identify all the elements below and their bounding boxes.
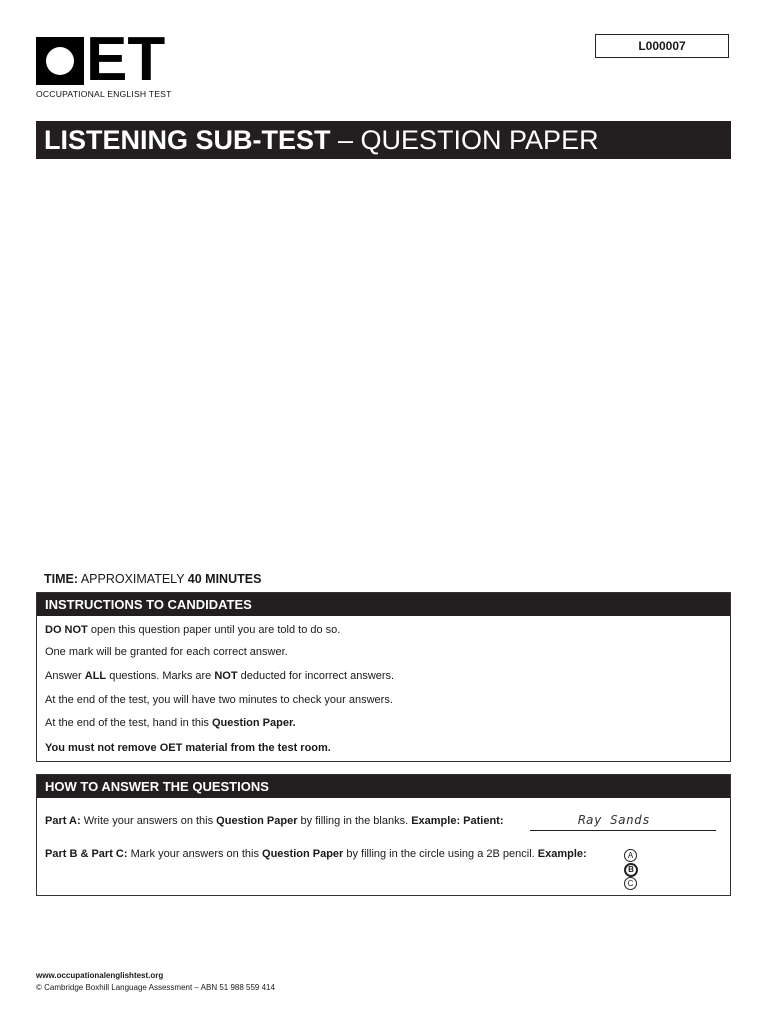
part-a-text: by filling in the blanks. bbox=[297, 815, 412, 827]
part-a-example-label: Example: Patient: bbox=[411, 815, 504, 827]
logo-o-icon bbox=[36, 37, 84, 85]
time-duration: 40 MINUTES bbox=[187, 572, 262, 586]
part-a-instruction bbox=[45, 815, 504, 827]
part-bc-example-label: Example: bbox=[537, 848, 587, 860]
instruction-bold: You must not remove OET material from the test room. bbox=[45, 742, 331, 754]
example-answer-blank bbox=[530, 812, 716, 831]
logo-letter-t: T bbox=[127, 25, 164, 94]
instruction-text: At the end of the test, you will have two minutes to check your answers. bbox=[45, 694, 393, 706]
instruction-bold: NOT bbox=[214, 670, 238, 682]
time-allowed bbox=[44, 572, 261, 586]
footer-copyright: © Cambridge Boxhill Language Assessment – ABN 51 988 559 414 bbox=[36, 983, 275, 992]
example-bubble-b-filled: B bbox=[624, 863, 638, 877]
instruction-text: At the end of the test, hand in this bbox=[45, 717, 212, 729]
instruction-item bbox=[45, 742, 331, 754]
logo-letter-e: E bbox=[86, 25, 126, 94]
instruction-text: deducted for incorrect answers. bbox=[237, 670, 395, 682]
part-a-bold: Question Paper bbox=[216, 815, 298, 827]
example-bubble-c: C bbox=[624, 877, 637, 890]
part-bc-bold: Question Paper bbox=[262, 848, 344, 860]
paper-code: L000007 bbox=[595, 34, 729, 58]
logo-tagline: OCCUPATIONAL ENGLISH TEST bbox=[36, 89, 172, 99]
instruction-item bbox=[45, 694, 393, 706]
how-to-answer-panel bbox=[36, 774, 731, 896]
instruction-item bbox=[45, 624, 340, 636]
part-bc-instruction bbox=[45, 848, 587, 860]
example-bubble-a: A bbox=[624, 849, 637, 862]
instruction-bold: Question Paper. bbox=[211, 717, 296, 729]
instruction-bold: DO NOT bbox=[45, 624, 88, 636]
title-bold: LISTENING SUB-TEST bbox=[44, 125, 331, 155]
time-approx: APPROXIMATELY bbox=[78, 572, 188, 586]
part-bc-text: by filling in the circle using a 2B pencil. bbox=[343, 848, 538, 860]
instruction-text: open this question paper until you are told to do so. bbox=[87, 624, 341, 636]
footer-url: www.occupationalenglishtest.org bbox=[36, 971, 164, 980]
instruction-bold: ALL bbox=[84, 670, 107, 682]
oet-logo bbox=[36, 25, 172, 99]
instruction-item bbox=[45, 717, 296, 729]
part-a-text: Write your answers on this bbox=[80, 815, 217, 827]
instruction-text: One mark will be granted for each correct answer. bbox=[45, 646, 288, 658]
time-label: TIME: bbox=[44, 572, 79, 586]
instructions-panel bbox=[36, 592, 731, 762]
page-title bbox=[36, 121, 731, 159]
instruction-item bbox=[45, 670, 394, 682]
part-bc-text: Mark your answers on this bbox=[127, 848, 263, 860]
title-rest: – QUESTION PAPER bbox=[330, 125, 599, 155]
instructions-heading: INSTRUCTIONS TO CANDIDATES bbox=[37, 593, 730, 616]
instruction-item bbox=[45, 646, 288, 658]
part-bc-label: Part B & Part C: bbox=[45, 848, 128, 860]
how-to-heading: HOW TO ANSWER THE QUESTIONS bbox=[37, 775, 730, 798]
instruction-text: questions. Marks are bbox=[106, 670, 215, 682]
part-a-label: Part A: bbox=[45, 815, 81, 827]
example-handwritten-answer: Ray Sands bbox=[578, 812, 651, 827]
page-footer bbox=[36, 970, 275, 994]
instruction-text: Answer bbox=[45, 670, 85, 682]
